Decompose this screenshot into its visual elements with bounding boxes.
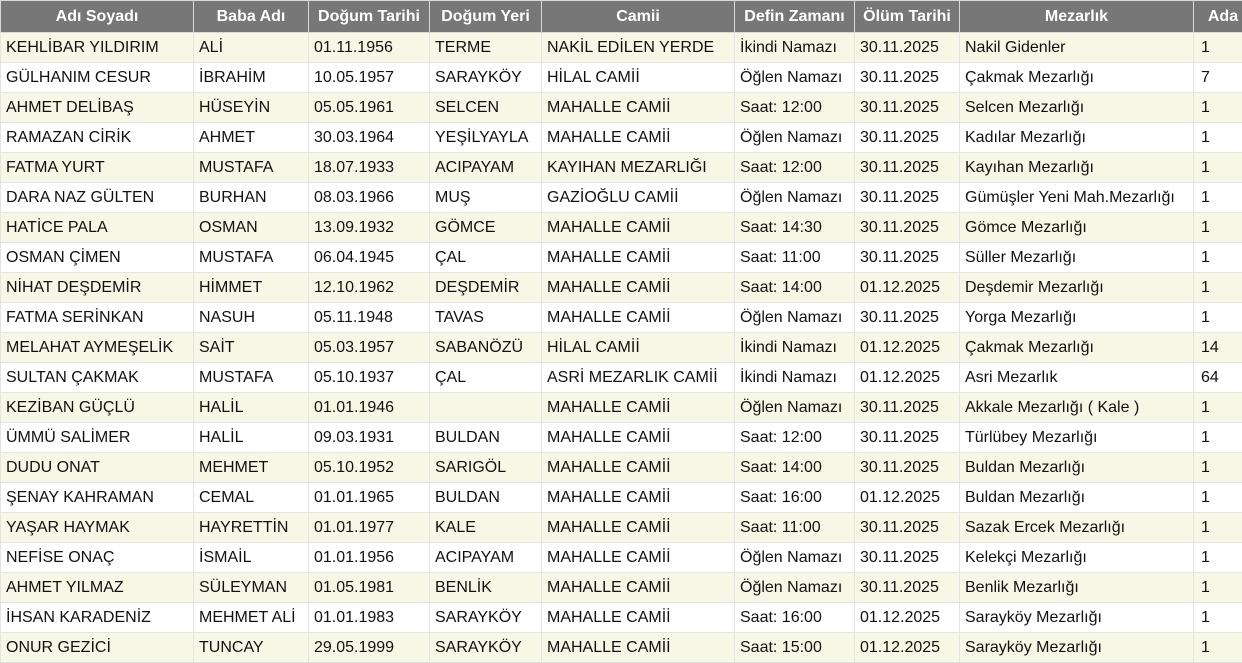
cell-mosque: HİLAL CAMİİ: [542, 333, 735, 363]
cell-death-date: 30.11.2025: [855, 63, 960, 93]
cell-plot: 1: [1194, 543, 1242, 573]
cell-death-date: 30.11.2025: [855, 303, 960, 333]
cell-name: HATİCE PALA: [1, 213, 194, 243]
cell-name: DUDU ONAT: [1, 453, 194, 483]
cell-birth-place: YEŞİLYAYLA: [430, 123, 542, 153]
cell-birth-place: TAVAS: [430, 303, 542, 333]
cell-birth-date: 05.05.1961: [309, 93, 430, 123]
cell-name: YAŞAR HAYMAK: [1, 513, 194, 543]
cell-birth-place: SELCEN: [430, 93, 542, 123]
table-row[interactable]: [1, 123, 1242, 153]
cell-mosque: NAKİL EDİLEN YERDE: [542, 33, 735, 63]
table-row[interactable]: [1, 603, 1242, 633]
cell-plot: 1: [1194, 393, 1242, 423]
cell-father-name: HAYRETTİN: [194, 513, 309, 543]
cell-burial-time: Öğlen Namazı: [735, 543, 855, 573]
cell-plot: 1: [1194, 273, 1242, 303]
cell-name: KEZİBAN GÜÇLÜ: [1, 393, 194, 423]
cell-father-name: CEMAL: [194, 483, 309, 513]
cell-name: OSMAN ÇİMEN: [1, 243, 194, 273]
cell-plot: 1: [1194, 153, 1242, 183]
cell-father-name: MEHMET: [194, 453, 309, 483]
table-row[interactable]: [1, 153, 1242, 183]
cell-mosque: MAHALLE CAMİİ: [542, 303, 735, 333]
cell-name: ONUR GEZİCİ: [1, 633, 194, 663]
cell-death-date: 30.11.2025: [855, 423, 960, 453]
cell-birth-place: SARAYKÖY: [430, 633, 542, 663]
cell-father-name: MUSTAFA: [194, 153, 309, 183]
cell-plot: 1: [1194, 243, 1242, 273]
cell-cemetery: Gömce Mezarlığı: [960, 213, 1194, 243]
table-row[interactable]: [1, 303, 1242, 333]
table-row[interactable]: [1, 633, 1242, 663]
cell-birth-place: BULDAN: [430, 483, 542, 513]
cell-cemetery: Benlik Mezarlığı: [960, 573, 1194, 603]
cell-birth-date: 01.01.1965: [309, 483, 430, 513]
cell-death-date: 01.12.2025: [855, 483, 960, 513]
cell-cemetery: Selcen Mezarlığı: [960, 93, 1194, 123]
cell-name: FATMA YURT: [1, 153, 194, 183]
cell-name: İHSAN KARADENİZ: [1, 603, 194, 633]
cell-mosque: GAZİOĞLU CAMİİ: [542, 183, 735, 213]
cell-mosque: MAHALLE CAMİİ: [542, 633, 735, 663]
cell-death-date: 30.11.2025: [855, 243, 960, 273]
cell-cemetery: Çakmak Mezarlığı: [960, 333, 1194, 363]
cell-name: AHMET YILMAZ: [1, 573, 194, 603]
cell-father-name: NASUH: [194, 303, 309, 333]
cell-cemetery: Deşdemir Mezarlığı: [960, 273, 1194, 303]
column-header-burial-time[interactable]: Defin Zamanı: [735, 1, 855, 33]
column-header-father-name[interactable]: Baba Adı: [194, 1, 309, 33]
cell-cemetery: Yorga Mezarlığı: [960, 303, 1194, 333]
cell-birth-place: SABANÖZÜ: [430, 333, 542, 363]
cell-father-name: İSMAİL: [194, 543, 309, 573]
cell-cemetery: Kayıhan Mezarlığı: [960, 153, 1194, 183]
cell-name: DARA NAZ GÜLTEN: [1, 183, 194, 213]
table-row[interactable]: [1, 483, 1242, 513]
cell-burial-time: İkindi Namazı: [735, 363, 855, 393]
table-row[interactable]: [1, 333, 1242, 363]
cell-birth-date: 06.04.1945: [309, 243, 430, 273]
cell-birth-date: 09.03.1931: [309, 423, 430, 453]
table-row[interactable]: [1, 243, 1242, 273]
cell-burial-time: Öğlen Namazı: [735, 573, 855, 603]
cell-mosque: KAYIHAN MEZARLIĞI: [542, 153, 735, 183]
cell-birth-place: [430, 393, 542, 423]
column-header-cemetery[interactable]: Mezarlık: [960, 1, 1194, 33]
cell-death-date: 01.12.2025: [855, 333, 960, 363]
cell-mosque: MAHALLE CAMİİ: [542, 573, 735, 603]
cell-plot: 1: [1194, 423, 1242, 453]
cell-mosque: MAHALLE CAMİİ: [542, 513, 735, 543]
cell-birth-place: GÖMCE: [430, 213, 542, 243]
cell-mosque: MAHALLE CAMİİ: [542, 123, 735, 153]
cell-birth-date: 01.01.1983: [309, 603, 430, 633]
cell-death-date: 30.11.2025: [855, 153, 960, 183]
cell-plot: 1: [1194, 183, 1242, 213]
cell-burial-time: Öğlen Namazı: [735, 303, 855, 333]
cell-death-date: 30.11.2025: [855, 513, 960, 543]
column-header-birth-date[interactable]: Doğum Tarihi: [309, 1, 430, 33]
cell-name: ÜMMÜ SALİMER: [1, 423, 194, 453]
cell-burial-time: İkindi Namazı: [735, 33, 855, 63]
cell-plot: 64: [1194, 363, 1242, 393]
cell-death-date: 30.11.2025: [855, 573, 960, 603]
cell-burial-time: Saat: 14:30: [735, 213, 855, 243]
cell-father-name: BURHAN: [194, 183, 309, 213]
table-row[interactable]: [1, 513, 1242, 543]
cell-cemetery: Kadılar Mezarlığı: [960, 123, 1194, 153]
cell-cemetery: Sarayköy Mezarlığı: [960, 633, 1194, 663]
cell-death-date: 01.12.2025: [855, 363, 960, 393]
cell-birth-date: 01.01.1946: [309, 393, 430, 423]
cell-mosque: MAHALLE CAMİİ: [542, 393, 735, 423]
cell-death-date: 30.11.2025: [855, 213, 960, 243]
cell-cemetery: Akkale Mezarlığı ( Kale ): [960, 393, 1194, 423]
cell-cemetery: Sazak Ercek Mezarlığı: [960, 513, 1194, 543]
cell-birth-date: 01.11.1956: [309, 33, 430, 63]
cell-father-name: İBRAHİM: [194, 63, 309, 93]
cell-birth-date: 12.10.1962: [309, 273, 430, 303]
table-row[interactable]: [1, 93, 1242, 123]
cell-birth-date: 01.05.1981: [309, 573, 430, 603]
cell-mosque: MAHALLE CAMİİ: [542, 423, 735, 453]
table-row[interactable]: [1, 213, 1242, 243]
table-body: [1, 33, 1242, 663]
cell-death-date: 01.12.2025: [855, 633, 960, 663]
cell-father-name: HÜSEYİN: [194, 93, 309, 123]
cell-name: MELAHAT AYMEŞELİK: [1, 333, 194, 363]
table-row[interactable]: [1, 393, 1242, 423]
cell-burial-time: Saat: 12:00: [735, 423, 855, 453]
cell-burial-time: Saat: 15:00: [735, 633, 855, 663]
cell-father-name: TUNCAY: [194, 633, 309, 663]
cell-plot: 1: [1194, 573, 1242, 603]
table-row[interactable]: [1, 453, 1242, 483]
cell-burial-time: Öğlen Namazı: [735, 183, 855, 213]
cell-plot: 1: [1194, 513, 1242, 543]
table-row[interactable]: [1, 423, 1242, 453]
cell-plot: 1: [1194, 213, 1242, 243]
cell-cemetery: Buldan Mezarlığı: [960, 453, 1194, 483]
cell-name: NİHAT DEŞDEMİR: [1, 273, 194, 303]
cell-name: AHMET DELİBAŞ: [1, 93, 194, 123]
cell-birth-place: BENLİK: [430, 573, 542, 603]
cell-plot: 1: [1194, 483, 1242, 513]
cell-father-name: HİMMET: [194, 273, 309, 303]
cell-birth-date: 13.09.1932: [309, 213, 430, 243]
cell-birth-date: 01.01.1977: [309, 513, 430, 543]
cell-cemetery: Gümüşler Yeni Mah.Mezarlığı: [960, 183, 1194, 213]
cell-birth-place: TERME: [430, 33, 542, 63]
cell-mosque: HİLAL CAMİİ: [542, 63, 735, 93]
cell-mosque: MAHALLE CAMİİ: [542, 273, 735, 303]
cell-birth-date: 08.03.1966: [309, 183, 430, 213]
cell-cemetery: Kelekçi Mezarlığı: [960, 543, 1194, 573]
cell-father-name: AHMET: [194, 123, 309, 153]
cell-death-date: 30.11.2025: [855, 453, 960, 483]
cell-father-name: MUSTAFA: [194, 243, 309, 273]
cell-name: FATMA SERİNKAN: [1, 303, 194, 333]
cell-mosque: MAHALLE CAMİİ: [542, 483, 735, 513]
cell-plot: 7: [1194, 63, 1242, 93]
cell-birth-place: SARAYKÖY: [430, 63, 542, 93]
cell-burial-time: Saat: 12:00: [735, 93, 855, 123]
table-row[interactable]: [1, 273, 1242, 303]
cell-birth-place: ACIPAYAM: [430, 543, 542, 573]
cell-birth-date: 30.03.1964: [309, 123, 430, 153]
cell-name: GÜLHANIM CESUR: [1, 63, 194, 93]
cell-birth-date: 05.03.1957: [309, 333, 430, 363]
cell-name: KEHLİBAR YILDIRIM: [1, 33, 194, 63]
cell-plot: 1: [1194, 33, 1242, 63]
cell-birth-place: BULDAN: [430, 423, 542, 453]
cell-birth-date: 05.11.1948: [309, 303, 430, 333]
cell-plot: 14: [1194, 333, 1242, 363]
cell-death-date: 30.11.2025: [855, 543, 960, 573]
cell-cemetery: Buldan Mezarlığı: [960, 483, 1194, 513]
cell-mosque: MAHALLE CAMİİ: [542, 603, 735, 633]
cell-cemetery: Sarayköy Mezarlığı: [960, 603, 1194, 633]
cell-plot: 1: [1194, 603, 1242, 633]
cell-burial-time: Saat: 14:00: [735, 273, 855, 303]
cell-birth-date: 01.01.1956: [309, 543, 430, 573]
cell-birth-place: SARAYKÖY: [430, 603, 542, 633]
column-header-death-date[interactable]: Ölüm Tarihi: [855, 1, 960, 33]
cell-birth-place: KALE: [430, 513, 542, 543]
cell-death-date: 01.12.2025: [855, 273, 960, 303]
table-row[interactable]: [1, 183, 1242, 213]
cell-cemetery: Çakmak Mezarlığı: [960, 63, 1194, 93]
column-header-birth-place[interactable]: Doğum Yeri: [430, 1, 542, 33]
cell-birth-place: DEŞDEMİR: [430, 273, 542, 303]
cell-name: SULTAN ÇAKMAK: [1, 363, 194, 393]
cell-death-date: 30.11.2025: [855, 183, 960, 213]
cell-birth-date: 05.10.1937: [309, 363, 430, 393]
cell-cemetery: Süller Mezarlığı: [960, 243, 1194, 273]
cell-birth-place: ÇAL: [430, 243, 542, 273]
cell-death-date: 30.11.2025: [855, 123, 960, 153]
cell-burial-time: Saat: 12:00: [735, 153, 855, 183]
cell-cemetery: Türlübey Mezarlığı: [960, 423, 1194, 453]
cell-father-name: HALİL: [194, 393, 309, 423]
cell-father-name: HALİL: [194, 423, 309, 453]
cell-birth-date: 18.07.1933: [309, 153, 430, 183]
cell-mosque: MAHALLE CAMİİ: [542, 93, 735, 123]
cell-birth-place: ACIPAYAM: [430, 153, 542, 183]
column-header-plot[interactable]: Ada: [1194, 1, 1242, 33]
cell-cemetery: Nakil Gidenler: [960, 33, 1194, 63]
column-header-mosque[interactable]: Camii: [542, 1, 735, 33]
cell-birth-place: ÇAL: [430, 363, 542, 393]
column-header-name[interactable]: Adı Soyadı: [1, 1, 194, 33]
table-row[interactable]: [1, 63, 1242, 93]
cell-death-date: 01.12.2025: [855, 603, 960, 633]
table-row[interactable]: [1, 543, 1242, 573]
cell-burial-time: Saat: 16:00: [735, 483, 855, 513]
cell-plot: 1: [1194, 633, 1242, 663]
cell-name: ŞENAY KAHRAMAN: [1, 483, 194, 513]
cell-father-name: OSMAN: [194, 213, 309, 243]
table-header-row: [1, 1, 1242, 33]
table-row[interactable]: [1, 33, 1242, 63]
cell-burial-time: Öğlen Namazı: [735, 63, 855, 93]
cell-burial-time: İkindi Namazı: [735, 333, 855, 363]
cell-burial-time: Saat: 16:00: [735, 603, 855, 633]
cell-father-name: ALİ: [194, 33, 309, 63]
cell-mosque: MAHALLE CAMİİ: [542, 543, 735, 573]
cell-mosque: MAHALLE CAMİİ: [542, 243, 735, 273]
table-row[interactable]: [1, 573, 1242, 603]
cell-mosque: MAHALLE CAMİİ: [542, 453, 735, 483]
cell-mosque: MAHALLE CAMİİ: [542, 213, 735, 243]
cell-father-name: MEHMET ALİ: [194, 603, 309, 633]
cell-father-name: SÜLEYMAN: [194, 573, 309, 603]
cell-father-name: MUSTAFA: [194, 363, 309, 393]
cell-burial-time: Saat: 11:00: [735, 513, 855, 543]
cell-burial-time: Saat: 14:00: [735, 453, 855, 483]
cell-birth-date: 29.05.1999: [309, 633, 430, 663]
table-row[interactable]: [1, 363, 1242, 393]
cell-plot: 1: [1194, 303, 1242, 333]
cell-death-date: 30.11.2025: [855, 93, 960, 123]
cell-birth-place: SARIGÖL: [430, 453, 542, 483]
cell-birth-place: MUŞ: [430, 183, 542, 213]
cell-birth-date: 05.10.1952: [309, 453, 430, 483]
cell-cemetery: Asri Mezarlık: [960, 363, 1194, 393]
cell-burial-time: Öğlen Namazı: [735, 393, 855, 423]
cell-plot: 1: [1194, 93, 1242, 123]
cell-plot: 1: [1194, 123, 1242, 153]
cell-death-date: 30.11.2025: [855, 33, 960, 63]
cell-birth-date: 10.05.1957: [309, 63, 430, 93]
cell-father-name: SAİT: [194, 333, 309, 363]
cell-plot: 1: [1194, 453, 1242, 483]
cell-name: RAMAZAN CİRİK: [1, 123, 194, 153]
cell-mosque: ASRİ MEZARLIK CAMİİ: [542, 363, 735, 393]
cell-burial-time: Öğlen Namazı: [735, 123, 855, 153]
cell-death-date: 30.11.2025: [855, 393, 960, 423]
cell-name: NEFİSE ONAÇ: [1, 543, 194, 573]
cell-burial-time: Saat: 11:00: [735, 243, 855, 273]
